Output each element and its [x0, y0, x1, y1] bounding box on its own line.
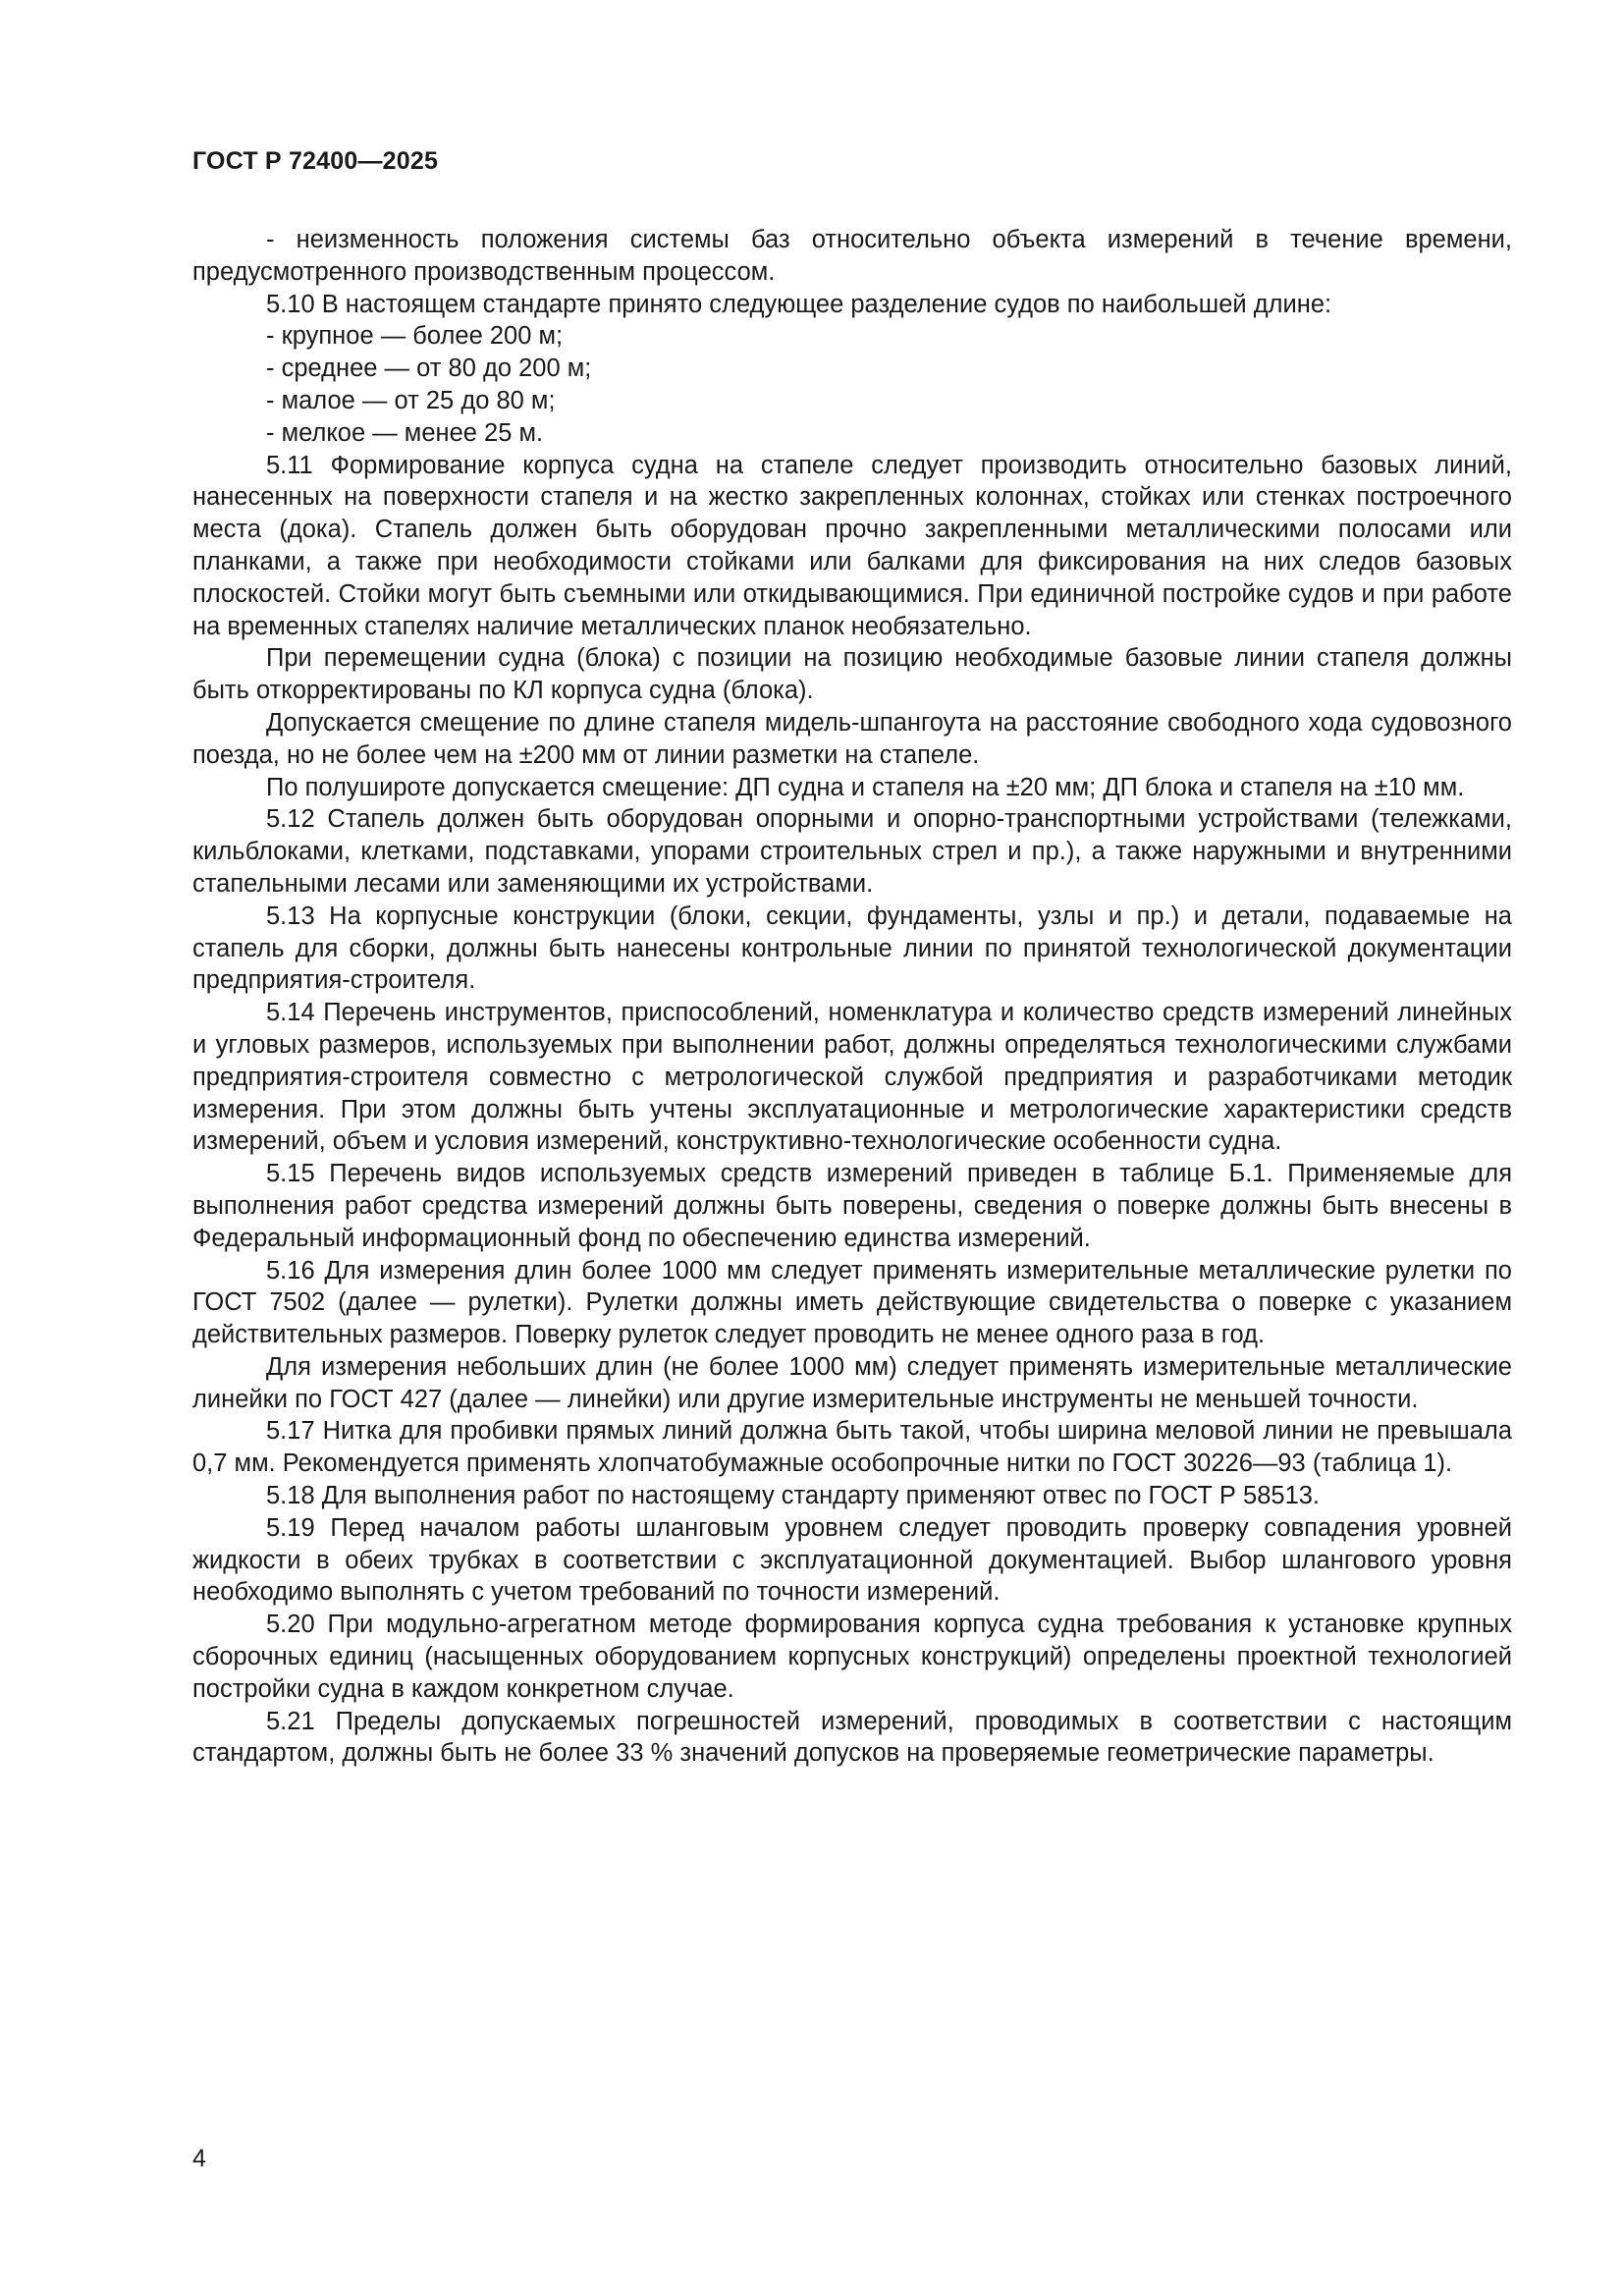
paragraph: Для измерения небольших длин (не более 1000 мм) следует применять измерительные металлические линейки по ГОСТ 427 (далее — линейки) или другие измерительные инструменты не меньшей точности. — [192, 1352, 1512, 1413]
paragraph: При перемещении судна (блока) с позиции на позицию необходимые базовые линии стапеля должны быть откорректированы по КЛ корпуса судна (блока). — [192, 644, 1512, 705]
paragraph: 5.13 На корпусные конструкции (блоки, секции, фундаменты, узлы и пр.) и детали, подаваемые на стапель для сборки, должны быть нанесены контрольные линии по принятой технологической документации предприятия-строителя. — [192, 902, 1512, 995]
document-header: ГОСТ Р 72400—2025 — [192, 147, 439, 175]
paragraph: 5.10 В настоящем стандарте принято следующее разделение судов по наибольшей длине: — [266, 290, 1332, 318]
paragraph: 5.15 Перечень видов используемых средств измерений приведен в таблице Б.1. Применяемые для выполнения работ средства измерений должны быть поверены, сведения о поверке должны быть внесены в Федеральный информационный фонд по обеспечению единства измерений. — [192, 1160, 1512, 1252]
paragraph: 5.20 При модульно-агрегатном методе формирования корпуса судна требования к установке крупных сборочных единиц (насыщенных оборудованием корпусных конструкций) определены проектной технологией постройки судна в каждом конкретном случае. — [192, 1611, 1512, 1703]
page-number: 4 — [192, 2145, 206, 2172]
list-item: - крупное — более 200 м; — [266, 322, 564, 351]
list-item: - среднее — от 80 до 200 м; — [266, 355, 592, 383]
list-item: - малое — от 25 до 80 м; — [266, 386, 556, 414]
document-body — [192, 224, 1512, 1770]
paragraph: 5.11 Формирование корпуса судна на стапеле следует производить относительно базовых линий, нанесенных на поверхности стапеля и на жестко закрепленных колоннах, стойках или стенках построечного места (дока). Стапель должен быть оборудован прочно закрепленными металлическими полосами или планками, а также при необходимости стойками или балками для фиксирования на них следов базовых плоскостей. Стойки могут быть съемными или откидывающимися. При единичной постройке судов и при работе на временных стапелях наличие металлических планок необязательно. — [192, 451, 1512, 640]
paragraph: 5.16 Для измерения длин более 1000 мм следует применять измерительные металлические рулетки по ГОСТ 7502 (далее — рулетки). Рулетки должны иметь действующие свидетельства о поверке с указанием действительных размеров. Поверку рулеток следует проводить не менее одного раза в год. — [192, 1256, 1512, 1349]
paragraph: - неизменность положения системы баз относительно объекта измерений в течение времени, предусмотренного производственным процессом. — [192, 226, 1512, 286]
paragraph: 5.12 Стапель должен быть оборудован опорными и опорно-транспортными устройствами (тележками, кильблоками, клетками, подставками, упорами строительных стрел и пр.), а также наружными и внутренними стапельными лесами или заменяющими их устройствами. — [192, 805, 1512, 898]
paragraph: 5.21 Пределы допускаемых погрешностей измерений, проводимых в соответствии с настоящим стандартом, должны быть не более 33 % значений допусков на проверяемые геометрические параметры. — [192, 1707, 1512, 1768]
paragraph: 5.19 Перед началом работы шланговым уровнем следует проводить проверку совпадения уровней жидкости в обеих трубках в соответствии с эксплуатационной документацией. Выбор шлангового уровня необходимо выполнять с учетом требований по точности измерений. — [192, 1513, 1512, 1607]
paragraph: Допускается смещение по длине стапеля мидель-шпангоута на расстояние свободного хода судовозного поезда, но не более чем на ±200 мм от линии разметки на стапеле. — [192, 708, 1512, 769]
paragraph: 5.17 Нитка для пробивки прямых линий должна быть такой, чтобы ширина меловой линии не превышала 0,7 мм. Рекомендуется применять хлопчатобумажные особопрочные нитки по ГОСТ 30226—93 (таблица 1). — [192, 1417, 1512, 1478]
paragraph: По полушироте допускается смещение: ДП судна и стапеля на ±20 мм; ДП блока и стапеля на ±10 мм. — [266, 773, 1465, 801]
paragraph: 5.18 Для выполнения работ по настоящему стандарту применяют отвес по ГОСТ Р 58513. — [266, 1482, 1321, 1510]
list-item: - мелкое — менее 25 м. — [266, 418, 544, 447]
paragraph: 5.14 Перечень инструментов, приспособлений, номенклатура и количество средств измерений линейных и угловых размеров, используемых при выполнении работ, должны определяться технологическими службами предприятия-строителя совместно с метрологической службой предприятия и разработчиками методик измерения. При этом должны быть учтены эксплуатационные и метрологические характеристики средств измерений, объем и условия измерений, конструктивно-технологические особенности судна. — [192, 999, 1512, 1156]
